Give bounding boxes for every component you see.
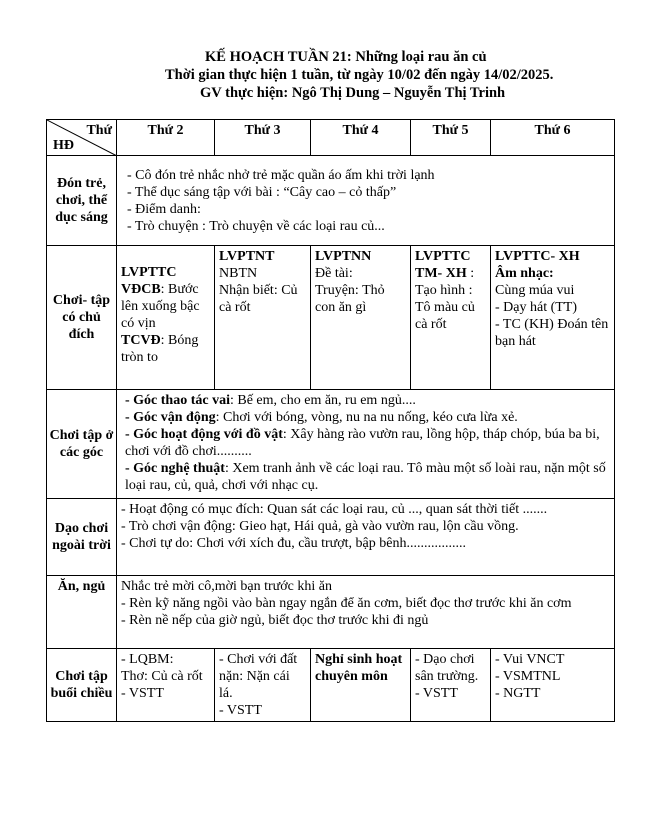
afternoon-line: - VSTT [415, 686, 458, 701]
outdoor-line: - Chơi tự do: Chơi với xích đu, cầu trượt, bập bênh................. [121, 536, 466, 551]
plan-teachers: GV thực hiện: Ngô Thị Dung – Nguyễn Thị Trinh [200, 85, 506, 101]
corner-item-text: : Xây hàng rào vườn rau, lồng hộp, tháp chóp, búa ba bi, chơi với đồ chơi.......... [125, 427, 600, 459]
corner-activity-label: HĐ [53, 138, 74, 153]
corner-item [125, 409, 610, 426]
meal-line: - Rèn kỹ năng ngồi vào bàn ngay ngắn để ăn cơm, biết đọc thơ trước khi ăn cơm [121, 596, 572, 611]
table-row [47, 499, 615, 576]
corner-item-text: : Bế em, cho em ăn, ru em ngủ.... [229, 393, 416, 408]
focused-tue-line: NBTN [219, 266, 258, 281]
focused-fri-heading: LVPTTC- XH [495, 249, 580, 264]
morning-line: - Cô đón trẻ nhắc nhở trẻ mặc quần áo ấm khi trời lạnh [127, 167, 435, 183]
day-header-wed: Thứ 4 [311, 120, 411, 156]
focused-wed-line: Đề tài: [315, 266, 353, 281]
afternoon-line: - LQBM: [121, 652, 174, 667]
afternoon-fri [491, 649, 615, 722]
afternoon-line: - Chơi với đất nặn: Nặn cái lá. [219, 652, 298, 701]
afternoon-line: - Dạo chơi sân trường. [415, 652, 479, 684]
morning-line: - Trò chuyện : Trò chuyện về các loại rau củ... [127, 218, 385, 234]
focused-wed-line: Truyện: Thỏ con ăn gì [315, 283, 385, 315]
table-row [47, 649, 615, 722]
outdoor-line: - Trò chơi vận động: Gieo hạt, Hái quả, gà vào vườn rau, lộn cầu vồng. [121, 519, 519, 534]
afternoon-wed: Nghỉ sinh hoạt chuyên môn [311, 649, 411, 722]
afternoon-line: - VSMTNL [495, 669, 561, 684]
day-header-tue: Thứ 3 [215, 120, 311, 156]
focused-tue-heading: LVPTNT [219, 249, 275, 264]
corner-item-key: - Góc thao tác vai [125, 393, 230, 408]
table-row [47, 390, 615, 499]
table-row [47, 576, 615, 649]
focused-tue [215, 246, 311, 390]
focused-wed-heading: LVPTNN [315, 249, 372, 264]
focused-tue-line: Nhận biết: Củ cà rốt [219, 283, 298, 315]
outdoor-content [117, 499, 615, 576]
focused-thu-heading: LVPTTC TM- XH [415, 249, 471, 281]
morning-line: - Điểm danh: [127, 201, 201, 217]
table-row [47, 156, 615, 246]
corner-item-text: : Xem tranh ảnh về các loại rau. Tô màu một số loài rau, nặn một số loại rau, củ, quả, chơi với nhạc cụ. [125, 461, 606, 493]
focused-mon-heading: LVPTTC VĐCB [121, 265, 177, 297]
morning-content [117, 156, 615, 246]
corner-item-key: - Góc vận động [125, 410, 216, 425]
afternoon-line: Thơ: Củ cà rốt [121, 669, 203, 684]
focused-fri-line: - TC (KH) Đoán tên bạn hát [495, 317, 609, 349]
focused-fri-line: Cùng múa vui [495, 283, 575, 298]
plan-period: Thời gian thực hiện 1 tuần, từ ngày 10/02 đến ngày 14/02/2025. [165, 67, 554, 83]
day-header-fri: Thứ 6 [491, 120, 615, 156]
day-header-thu: Thứ 5 [411, 120, 491, 156]
outdoor-line: - Hoạt động có mục đích: Quan sát các loại rau, củ ..., quan sát thời tiết ....... [121, 502, 548, 517]
corner-item [125, 426, 610, 460]
afternoon-line: - VSTT [219, 703, 262, 718]
corner-cell [47, 120, 117, 156]
focused-fri-heading2: Âm nhạc: [495, 266, 554, 281]
afternoon-line: - NGTT [495, 686, 541, 701]
afternoon-tue [215, 649, 311, 722]
weekly-plan-table [46, 119, 615, 722]
corner-day-label: Thứ [86, 123, 112, 138]
table-row [47, 246, 615, 390]
focused-thu-text: : Tạo hình : Tô màu củ cà rốt [415, 266, 475, 332]
focused-mon-text: : Bước lên xuống bậc có vịn [121, 282, 200, 331]
focused-mon-text2: : Bóng tròn to [121, 333, 199, 365]
day-header-mon: Thứ 2 [117, 120, 215, 156]
meal-line: - Rèn nề nếp của giờ ngủ, biết đọc thơ trước khi đi ngủ [121, 613, 429, 628]
afternoon-line: - Vui VNCT [495, 652, 565, 667]
focused-mon [117, 246, 215, 390]
row-label-morning: Đón trẻ, chơi, thể dục sáng [47, 156, 117, 246]
row-label-focused: Chơi- tập có chủ đích [47, 246, 117, 390]
table-header-row [47, 120, 615, 156]
corner-item [125, 392, 610, 409]
corner-item [125, 460, 610, 494]
afternoon-thu [411, 649, 491, 722]
plan-title: KẾ HOẠCH TUẦN 21: Những loại rau ăn củ [205, 49, 487, 65]
corner-item-key: - Góc nghệ thuật [125, 461, 225, 476]
focused-wed [311, 246, 411, 390]
corner-item-text: : Chơi với bóng, vòng, nu na nu nống, kéo cưa lừa xẻ. [215, 410, 518, 425]
row-label-corners: Chơi tập ở các góc [47, 390, 117, 499]
morning-line: - Thể dục sáng tập với bài : “Cây cao – cỏ thấp” [127, 184, 397, 200]
meal-sleep-content [117, 576, 615, 649]
meal-line: Nhắc trẻ mời cô,mời bạn trước khi ăn [121, 579, 332, 594]
corners-content [117, 390, 615, 499]
focused-thu [411, 246, 491, 390]
row-label-meal-sleep: Ăn, ngủ [47, 576, 117, 649]
afternoon-mon [117, 649, 215, 722]
focused-mon-heading2: TCVĐ [121, 333, 161, 348]
focused-fri-line: - Dạy hát (TT) [495, 300, 578, 315]
row-label-outdoor: Dạo chơi ngoài trời [47, 499, 117, 576]
corner-item-key: - Góc hoạt động với đồ vật [125, 427, 283, 442]
focused-fri [491, 246, 615, 390]
afternoon-line: - VSTT [121, 686, 164, 701]
row-label-afternoon: Chơi tập buổi chiều [47, 649, 117, 722]
